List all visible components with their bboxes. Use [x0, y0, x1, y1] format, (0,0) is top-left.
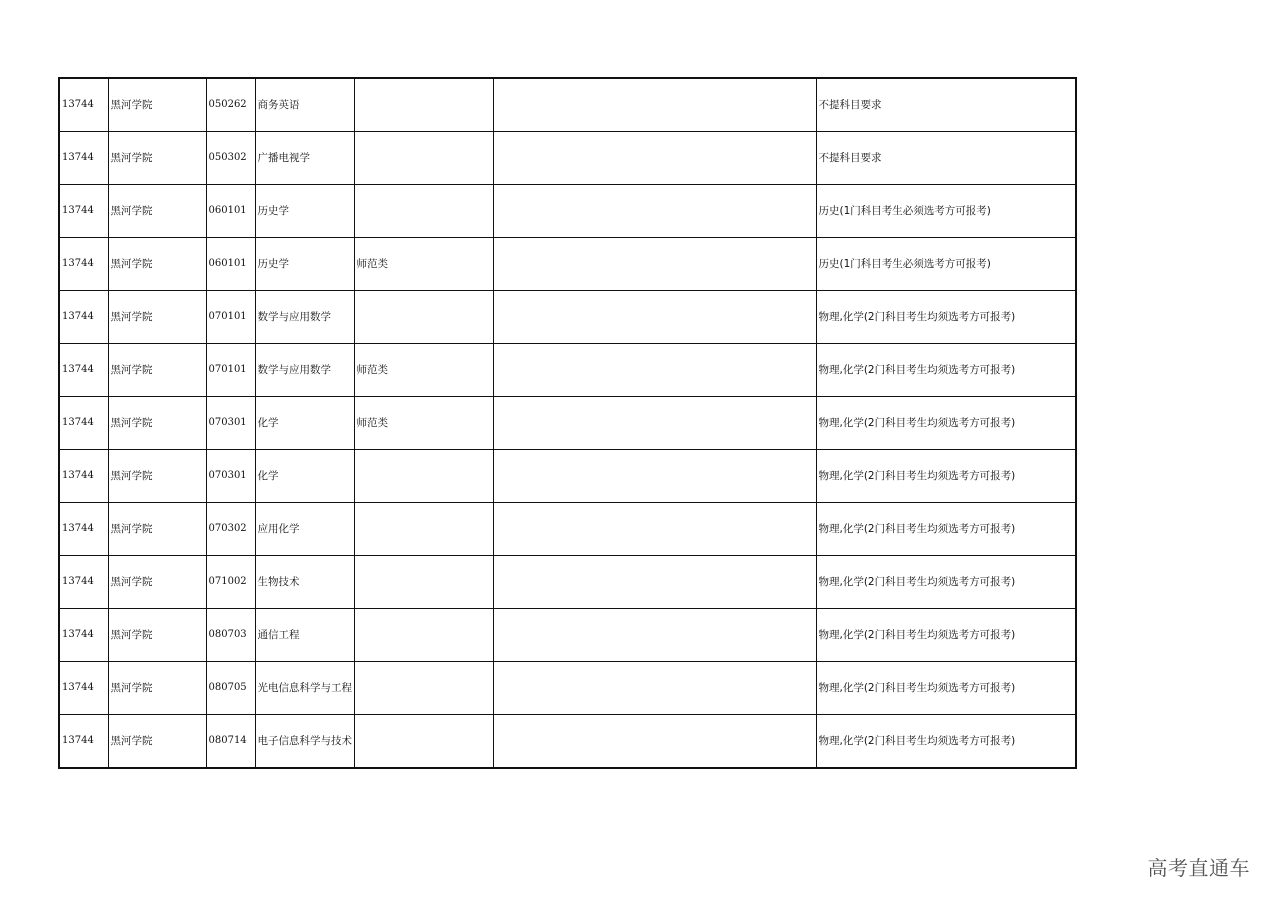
- school-code-cell: 13744: [59, 238, 108, 291]
- table-row: [59, 344, 1076, 397]
- subject-requirement-cell: 物理,化学(2门科目考生均须选考方可报考): [816, 344, 1076, 397]
- school-code-cell: 13744: [59, 291, 108, 344]
- major-name-cell: 数学与应用数学: [255, 291, 354, 344]
- major-code-cell: 071002: [206, 556, 255, 609]
- table-row: [59, 185, 1076, 238]
- subject-requirement-cell: 物理,化学(2门科目考生均须选考方可报考): [816, 450, 1076, 503]
- school-code-cell: 13744: [59, 78, 108, 132]
- table-row: [59, 397, 1076, 450]
- note-cell: [354, 291, 493, 344]
- school-name-cell: 黑河学院: [108, 715, 206, 769]
- note-cell: 师范类: [354, 397, 493, 450]
- major-code-cell: 050262: [206, 78, 255, 132]
- major-name-cell: 通信工程: [255, 609, 354, 662]
- subject-requirement-cell: 物理,化学(2门科目考生均须选考方可报考): [816, 609, 1076, 662]
- note-cell: 师范类: [354, 238, 493, 291]
- major-code-cell: 070101: [206, 291, 255, 344]
- subject-requirements-table: [58, 77, 1077, 769]
- major-code-cell: 070301: [206, 397, 255, 450]
- table-row: [59, 556, 1076, 609]
- extra-cell: [493, 78, 816, 132]
- table-row: [59, 450, 1076, 503]
- major-name-cell: 生物技术: [255, 556, 354, 609]
- note-cell: [354, 503, 493, 556]
- school-name-cell: 黑河学院: [108, 662, 206, 715]
- major-code-cell: 050302: [206, 132, 255, 185]
- major-code-cell: 060101: [206, 238, 255, 291]
- major-code-cell: 060101: [206, 185, 255, 238]
- extra-cell: [493, 715, 816, 769]
- school-code-cell: 13744: [59, 556, 108, 609]
- table-row: [59, 238, 1076, 291]
- table-row: [59, 503, 1076, 556]
- subject-requirement-cell: 物理,化学(2门科目考生均须选考方可报考): [816, 715, 1076, 769]
- note-cell: [354, 450, 493, 503]
- subject-requirement-cell: 物理,化学(2门科目考生均须选考方可报考): [816, 291, 1076, 344]
- major-name-cell: 光电信息科学与工程: [255, 662, 354, 715]
- school-code-cell: 13744: [59, 132, 108, 185]
- subject-requirement-cell: 物理,化学(2门科目考生均须选考方可报考): [816, 503, 1076, 556]
- major-code-cell: 070302: [206, 503, 255, 556]
- school-code-cell: 13744: [59, 344, 108, 397]
- extra-cell: [493, 344, 816, 397]
- major-name-cell: 数学与应用数学: [255, 344, 354, 397]
- watermark: 高考直通车: [1147, 856, 1250, 880]
- extra-cell: [493, 609, 816, 662]
- subject-requirement-cell: 物理,化学(2门科目考生均须选考方可报考): [816, 556, 1076, 609]
- note-cell: [354, 132, 493, 185]
- school-name-cell: 黑河学院: [108, 185, 206, 238]
- note-cell: [354, 609, 493, 662]
- major-name-cell: 商务英语: [255, 78, 354, 132]
- extra-cell: [493, 291, 816, 344]
- extra-cell: [493, 238, 816, 291]
- table-body: [59, 78, 1076, 768]
- table-row: [59, 132, 1076, 185]
- table-row: [59, 662, 1076, 715]
- table-row: [59, 715, 1076, 769]
- school-code-cell: 13744: [59, 185, 108, 238]
- extra-cell: [493, 662, 816, 715]
- note-cell: [354, 556, 493, 609]
- table-row: [59, 291, 1076, 344]
- table-row: [59, 78, 1076, 132]
- school-code-cell: 13744: [59, 397, 108, 450]
- school-name-cell: 黑河学院: [108, 78, 206, 132]
- major-code-cell: 080714: [206, 715, 255, 769]
- major-code-cell: 080705: [206, 662, 255, 715]
- major-name-cell: 历史学: [255, 185, 354, 238]
- school-code-cell: 13744: [59, 609, 108, 662]
- subject-requirement-cell: 历史(1门科目考生必须选考方可报考): [816, 238, 1076, 291]
- note-cell: 师范类: [354, 344, 493, 397]
- school-code-cell: 13744: [59, 715, 108, 769]
- school-name-cell: 黑河学院: [108, 238, 206, 291]
- major-name-cell: 电子信息科学与技术: [255, 715, 354, 769]
- subject-requirement-cell: 物理,化学(2门科目考生均须选考方可报考): [816, 662, 1076, 715]
- school-name-cell: 黑河学院: [108, 291, 206, 344]
- school-name-cell: 黑河学院: [108, 450, 206, 503]
- major-name-cell: 历史学: [255, 238, 354, 291]
- major-code-cell: 080703: [206, 609, 255, 662]
- major-name-cell: 化学: [255, 450, 354, 503]
- table-row: [59, 609, 1076, 662]
- note-cell: [354, 715, 493, 769]
- extra-cell: [493, 185, 816, 238]
- extra-cell: [493, 132, 816, 185]
- school-code-cell: 13744: [59, 503, 108, 556]
- school-name-cell: 黑河学院: [108, 132, 206, 185]
- subject-requirement-cell: 不提科目要求: [816, 78, 1076, 132]
- subject-requirement-cell: 不提科目要求: [816, 132, 1076, 185]
- major-name-cell: 广播电视学: [255, 132, 354, 185]
- note-cell: [354, 662, 493, 715]
- school-code-cell: 13744: [59, 450, 108, 503]
- major-name-cell: 应用化学: [255, 503, 354, 556]
- major-code-cell: 070301: [206, 450, 255, 503]
- school-name-cell: 黑河学院: [108, 344, 206, 397]
- school-code-cell: 13744: [59, 662, 108, 715]
- subject-requirement-cell: 物理,化学(2门科目考生均须选考方可报考): [816, 397, 1076, 450]
- extra-cell: [493, 450, 816, 503]
- extra-cell: [493, 503, 816, 556]
- major-name-cell: 化学: [255, 397, 354, 450]
- extra-cell: [493, 556, 816, 609]
- major-code-cell: 070101: [206, 344, 255, 397]
- school-name-cell: 黑河学院: [108, 609, 206, 662]
- note-cell: [354, 185, 493, 238]
- extra-cell: [493, 397, 816, 450]
- note-cell: [354, 78, 493, 132]
- school-name-cell: 黑河学院: [108, 503, 206, 556]
- subject-requirement-cell: 历史(1门科目考生必须选考方可报考): [816, 185, 1076, 238]
- school-name-cell: 黑河学院: [108, 556, 206, 609]
- school-name-cell: 黑河学院: [108, 397, 206, 450]
